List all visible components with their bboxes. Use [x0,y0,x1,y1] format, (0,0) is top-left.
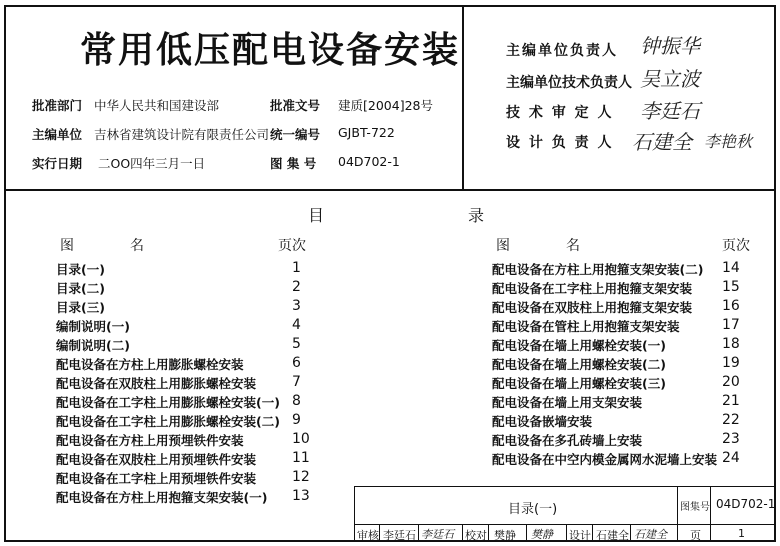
toc-item-title: 目录(二) [56,281,105,296]
toc-item-page: 14 [722,260,740,276]
toc-item[interactable] [492,393,752,412]
toc-item-title: 配电设备在中空内模金属网水泥墙上安装 [492,452,718,467]
design-signature: 石建全 [634,528,667,541]
sig-role-chief: 主编单位负责人 [506,43,618,59]
meta-value-editor: 吉林省建筑设计院有限责任公司 [94,127,270,142]
toc-item-page: 7 [292,374,301,390]
toc-item[interactable] [56,355,316,374]
toc-item-title: 配电设备在墙上用螺栓安装(一) [492,338,666,353]
meta-label-approval-no: 批准文号 [270,98,321,113]
toc-item-title: 配电设备在双肢柱上用膨胀螺栓安装 [56,376,257,391]
toc-item[interactable] [492,260,752,279]
toc-item-page: 8 [292,393,301,409]
col-head-title-b: 名 [130,238,144,254]
toc-item-title: 配电设备在多孔砖墙上安装 [492,433,643,448]
toc-list-left [56,260,316,507]
tb-sep [462,524,463,542]
meta-value-unified-no: GJBT-722 [338,125,395,140]
toc-item[interactable] [56,260,316,279]
toc-item-title: 配电设备在工字柱上用膨胀螺栓安装(二) [56,414,280,429]
tb-sep [592,524,593,542]
toc-item-title: 编制说明(一) [56,319,130,334]
tb-sep [418,524,419,542]
page-number: 1 [738,527,745,540]
design-label: 设计 [569,529,591,542]
toc-item[interactable] [492,317,752,336]
signature-tech-chief: 吴立波 [640,67,700,91]
toc-item-page: 6 [292,355,301,371]
sheet-title: 目录(一) [508,502,558,517]
review-signature: 李廷石 [421,528,454,541]
meta-label-approver: 批准部门 [32,98,83,113]
check-name: 樊静 [494,529,516,542]
toc-item-page: 20 [722,374,740,390]
toc-item-page: 23 [722,431,740,447]
toc-item-page: 17 [722,317,740,333]
toc-item[interactable] [492,431,752,450]
col-head-title-a: 图 [60,238,74,254]
toc-item-title: 配电设备嵌墙安装 [492,414,593,429]
sig-role-tech-chief: 主编单位技术负责人 [506,75,632,91]
toc-item-title: 配电设备在方柱上用膨胀螺栓安装 [56,357,244,372]
toc-item[interactable] [492,279,752,298]
col-head-page-right: 页次 [722,238,750,254]
toc-item-page: 15 [722,279,740,295]
toc-item-title: 目录(三) [56,300,105,315]
tb-sep [488,524,489,542]
meta-value-approval-no: 建质[2004]28号 [338,98,433,113]
toc-item-page: 2 [292,279,301,295]
tb-sep [526,524,527,542]
title-block-sep [677,486,678,542]
toc-item[interactable] [492,336,752,355]
toc-item[interactable] [492,355,752,374]
signature-reviewer: 李廷石 [640,99,700,123]
header-vertical-divider [462,5,464,190]
toc-item-title: 配电设备在方柱上用抱箍支架安装(一) [56,490,268,505]
toc-item[interactable] [56,279,316,298]
signature-chief: 钟振华 [640,34,700,58]
toc-item-page: 13 [292,488,310,504]
toc-item-page: 10 [292,431,310,447]
toc-item[interactable] [56,412,316,431]
check-label: 校对 [465,529,487,542]
toc-item-title: 目录(一) [56,262,105,277]
atlas-no-value: 04D702-1 [716,497,776,511]
header-divider [4,189,776,191]
toc-heading-right: 录 [468,206,485,225]
col-head-page: 页次 [278,238,306,254]
toc-item-page: 24 [722,450,740,466]
meta-label-atlas-no: 图 集 号 [270,156,317,171]
page-label: 页 [690,529,701,542]
toc-item[interactable] [56,298,316,317]
toc-item[interactable] [56,317,316,336]
toc-item-page: 4 [292,317,301,333]
sig-role-designer: 设 计 负 责 人 [506,135,614,151]
toc-item-title: 配电设备在方柱上用抱箍支架安装(二) [492,262,704,277]
toc-item-title: 配电设备在双肢柱上用抱箍支架安装 [492,300,693,315]
meta-label-editor: 主编单位 [32,127,83,142]
toc-item-title: 编制说明(二) [56,338,130,353]
toc-item-page: 12 [292,469,310,485]
toc-item-title: 配电设备在工字柱上用抱箍支架安装 [492,281,693,296]
tb-sep [630,524,631,542]
toc-heading-left: 目 [308,206,325,225]
review-name: 李廷石 [383,529,416,542]
toc-item-title: 配电设备在工字柱上用膨胀螺栓安装(一) [56,395,280,410]
toc-item-title: 配电设备在墙上用支架安装 [492,395,643,410]
atlas-title: 常用低压配电设备安装 [80,30,461,71]
toc-item-title: 配电设备在墙上用螺栓安装(三) [492,376,666,391]
toc-item-title: 配电设备在墙上用螺栓安装(二) [492,357,666,372]
sig-role-reviewer: 技 术 审 定 人 [506,105,614,121]
col-head-title-b-right: 名 [566,238,580,254]
signature-designer-2: 李艳秋 [704,132,753,151]
col-head-title-a-right: 图 [496,238,510,254]
toc-item[interactable] [56,488,316,507]
design-name: 石建全 [596,529,629,542]
toc-item-page: 21 [722,393,740,409]
toc-item[interactable] [56,469,316,488]
toc-item[interactable] [56,393,316,412]
tb-sep [566,524,567,542]
meta-value-approver: 中华人民共和国建设部 [94,98,220,113]
meta-label-unified-no: 统一编号 [270,127,321,142]
review-label: 审核 [357,529,379,542]
toc-item-page: 5 [292,336,301,352]
toc-list-right [492,260,752,469]
toc-item-page: 9 [292,412,301,428]
atlas-no-label: 图集号 [680,502,710,513]
toc-item[interactable] [492,450,752,469]
toc-item[interactable] [56,374,316,393]
toc-item-page: 22 [722,412,740,428]
toc-item[interactable] [56,450,316,469]
tb-sep [379,524,380,542]
toc-item-page: 19 [722,355,740,371]
meta-value-effective-date: 二OO四年三月一日 [98,156,206,171]
toc-item[interactable] [492,298,752,317]
toc-item-page: 1 [292,260,301,276]
toc-item[interactable] [492,374,752,393]
title-block-sep-2 [710,486,711,542]
check-signature: 樊静 [531,528,553,541]
toc-item[interactable] [492,412,752,431]
toc-item[interactable] [56,431,316,450]
toc-item-title: 配电设备在工字柱上用预埋铁件安装 [56,471,257,486]
meta-value-atlas-no: 04D702-1 [338,154,400,169]
toc-item-title: 配电设备在管柱上用抱箍支架安装 [492,319,680,334]
toc-item-page: 11 [292,450,310,466]
title-block-top [354,486,776,487]
toc-item[interactable] [56,336,316,355]
toc-item-page: 3 [292,298,301,314]
toc-item-title: 配电设备在方柱上用预埋铁件安装 [56,433,244,448]
toc-item-page: 18 [722,336,740,352]
signature-designer: 石建全 [632,130,692,154]
meta-label-effective-date: 实行日期 [32,156,83,171]
title-block-left [354,486,355,542]
toc-item-page: 16 [722,298,740,314]
toc-item-title: 配电设备在双肢柱上用预埋铁件安装 [56,452,257,467]
